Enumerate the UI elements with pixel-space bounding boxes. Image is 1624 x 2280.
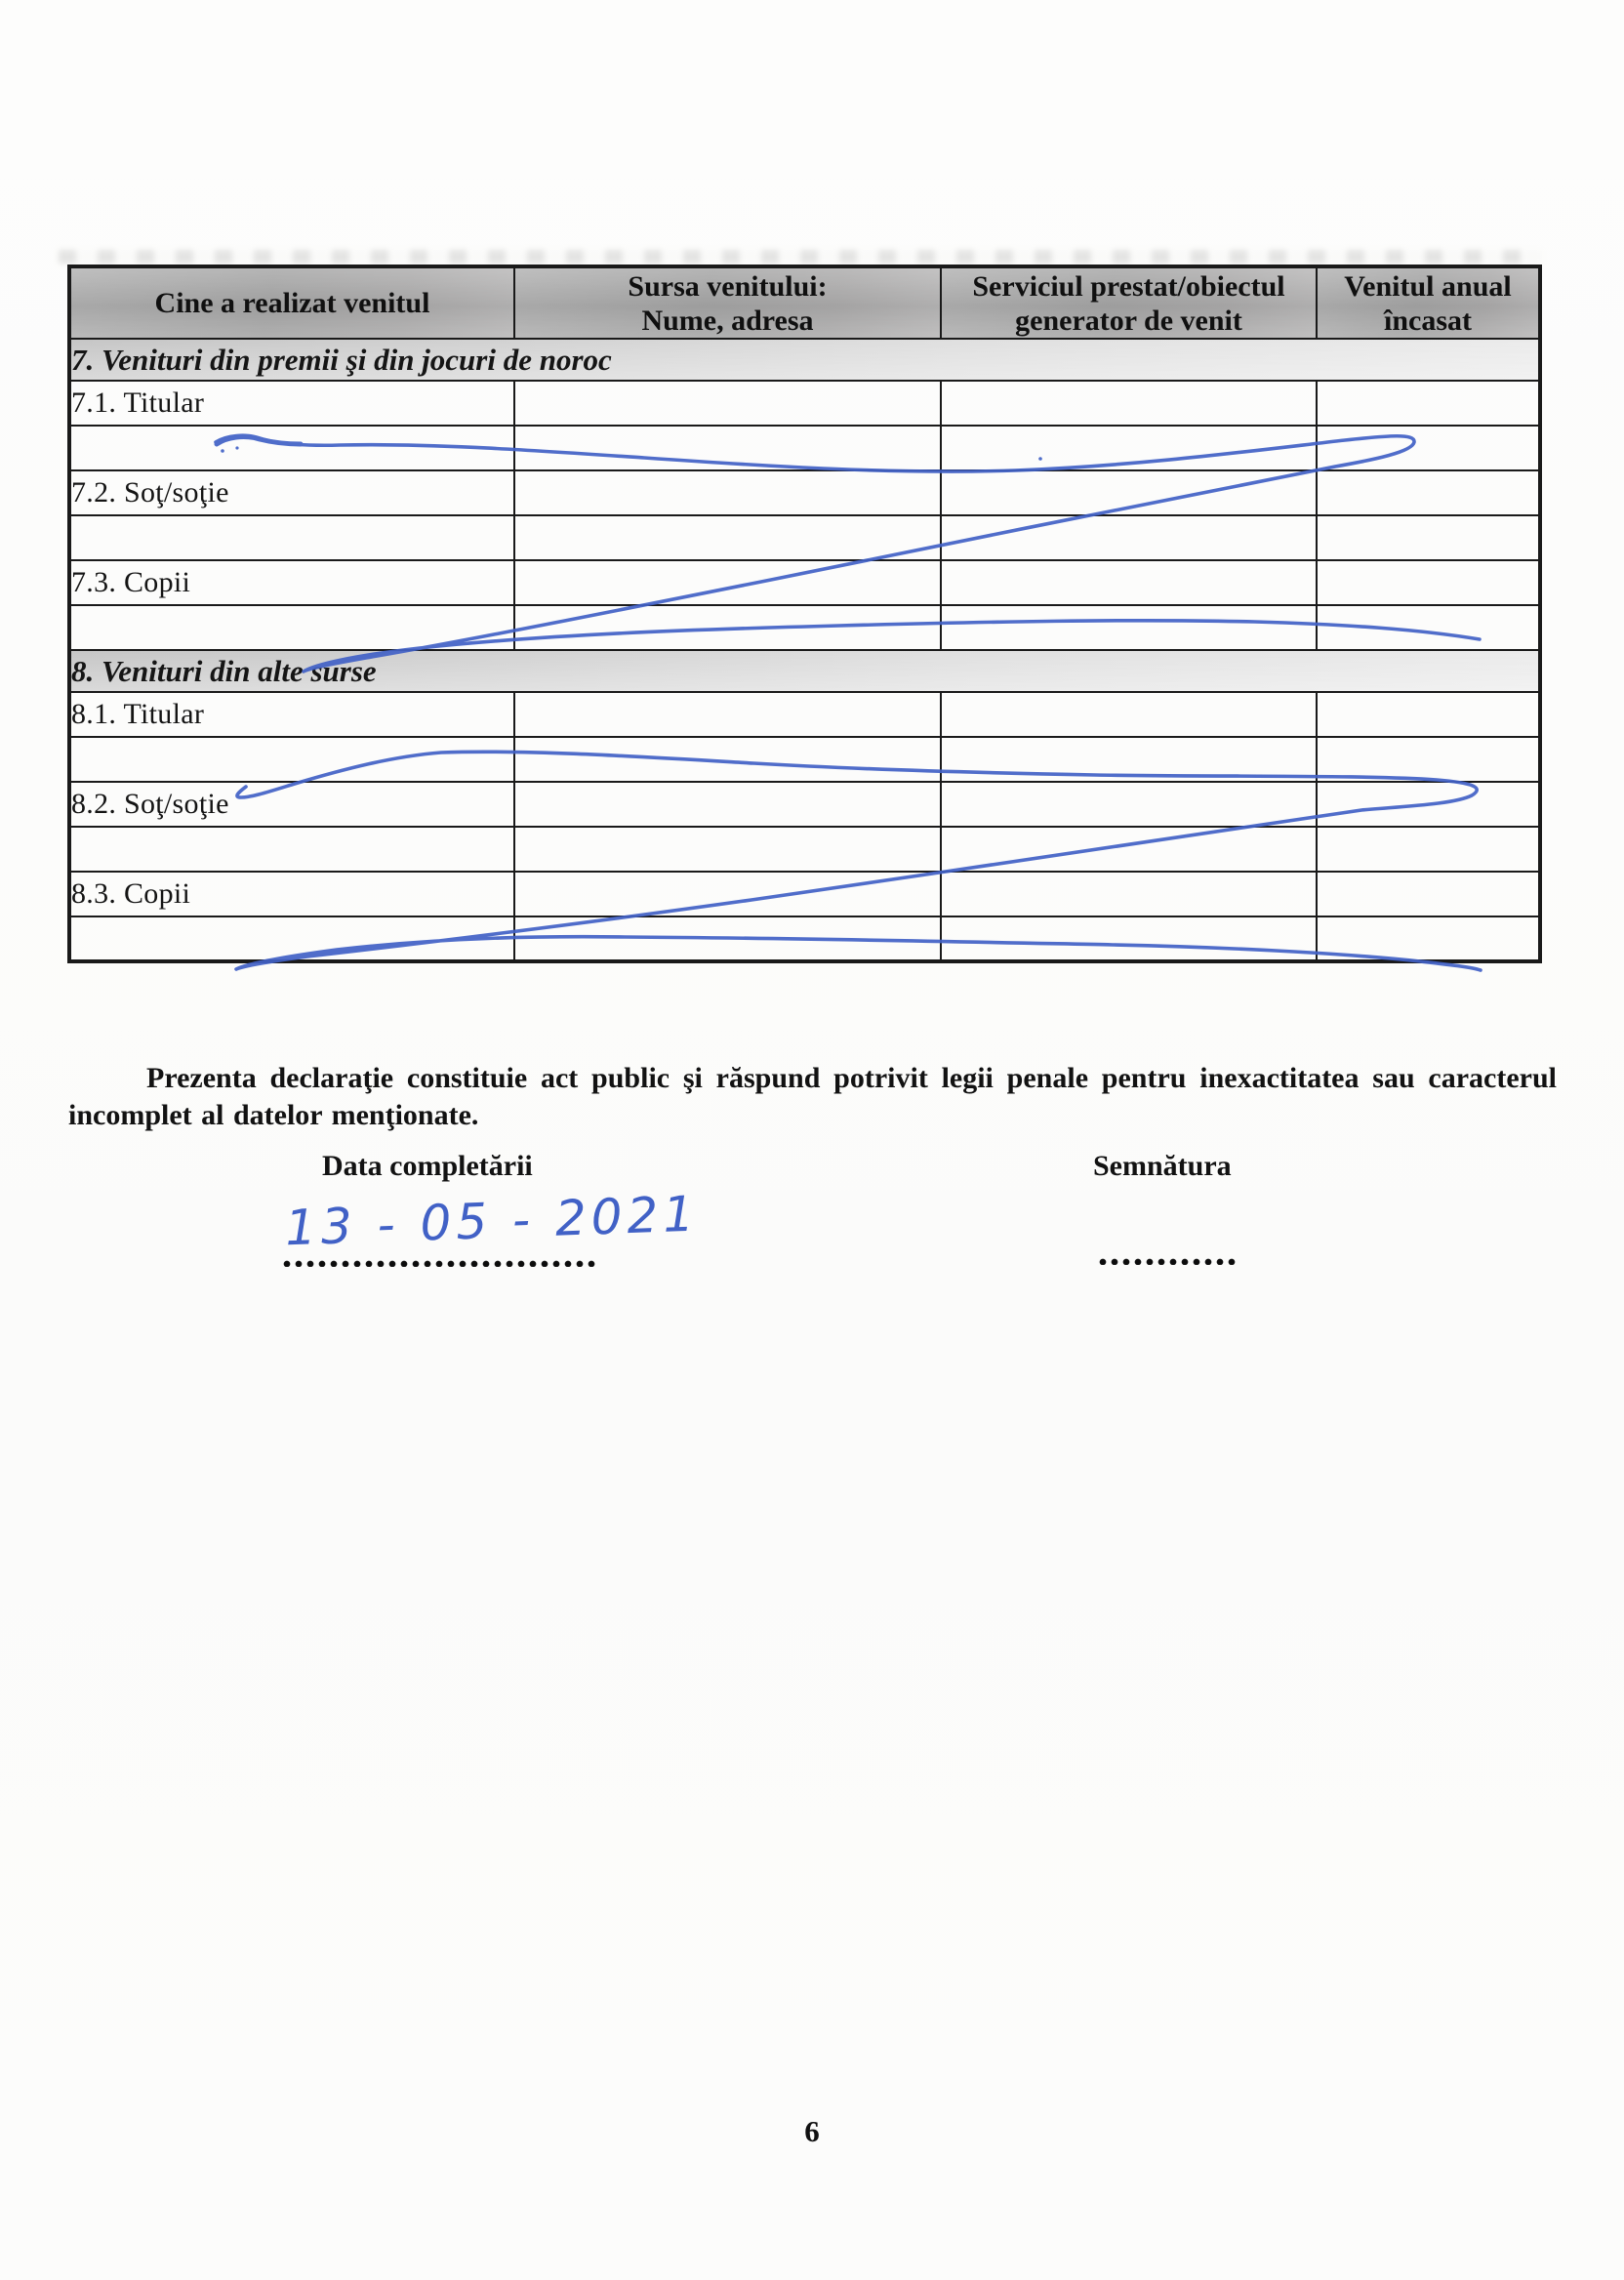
section-8-title: 8. Venituri din alte surse: [69, 650, 1540, 692]
header-title: Sursa venitului:: [628, 269, 828, 303]
empty-cell: [1317, 470, 1540, 515]
signature-dotted-line: [1097, 1255, 1236, 1265]
row-label: 8.3. Copii: [69, 872, 514, 916]
empty-cell: [1317, 381, 1540, 426]
header-title: Serviciul prestat/obiectul: [972, 269, 1285, 303]
declaration-paragraph: Prezenta declaraţie constituie act public şi răspund potrivit legii penale pentru inexactitatea sau caracterul incomplet al datelor menţionate.: [68, 1062, 1557, 1131]
row-label: 7.1. Titular: [69, 381, 514, 426]
row-8-3-values: [69, 916, 1540, 961]
empty-cell: [1317, 515, 1540, 560]
row-label: 8.1. Titular: [69, 692, 514, 737]
row-8-3: [69, 872, 1540, 916]
empty-cell: [1317, 737, 1540, 782]
empty-cell: [941, 872, 1317, 916]
empty-cell: [514, 916, 941, 961]
row-8-2: [69, 782, 1540, 827]
row-8-1-values: [69, 737, 1540, 782]
empty-cell: [1317, 782, 1540, 827]
empty-cell: [514, 692, 941, 737]
row-7-3: [69, 560, 1540, 605]
empty-cell: [941, 692, 1317, 737]
section-7-header-row: [69, 339, 1540, 381]
row-7-3-values: [69, 605, 1540, 650]
header-cell-annual-income: [1317, 266, 1540, 339]
row-7-2: [69, 470, 1540, 515]
row-7-1-values: [69, 426, 1540, 470]
empty-cell: [514, 381, 941, 426]
empty-cell: [514, 605, 941, 650]
section-8-header-row: [69, 650, 1540, 692]
income-table-wrapper: [67, 265, 1542, 963]
row-label: 7.3. Copii: [69, 560, 514, 605]
row-8-1: [69, 692, 1540, 737]
empty-cell: [941, 782, 1317, 827]
empty-cell: [941, 737, 1317, 782]
empty-cell: [69, 827, 514, 872]
empty-cell: [69, 515, 514, 560]
empty-cell: [941, 605, 1317, 650]
date-completion-label: Data completării: [322, 1150, 533, 1182]
empty-cell: [69, 605, 514, 650]
empty-cell: [1317, 827, 1540, 872]
empty-cell: [69, 916, 514, 961]
header-title: Cine a realizat venitul: [154, 287, 430, 319]
row-label: 7.2. Soţ/soţie: [69, 470, 514, 515]
row-label: 8.2. Soţ/soţie: [69, 782, 514, 827]
signature-label: Semnătura: [1093, 1150, 1232, 1182]
empty-cell: [941, 381, 1317, 426]
empty-cell: [1317, 560, 1540, 605]
empty-cell: [1317, 872, 1540, 916]
header-cell-service: [941, 266, 1317, 339]
empty-cell: [941, 470, 1317, 515]
empty-cell: [514, 470, 941, 515]
header-subtitle: generator de venit: [1015, 304, 1242, 337]
header-title: Venitul anual: [1344, 269, 1512, 303]
row-7-1: [69, 381, 1540, 426]
row-7-2-values: [69, 515, 1540, 560]
header-subtitle: încasat: [1384, 304, 1472, 337]
table-header-row: [69, 266, 1540, 339]
empty-cell: [514, 560, 941, 605]
row-8-2-values: [69, 827, 1540, 872]
empty-cell: [1317, 916, 1540, 961]
empty-cell: [941, 827, 1317, 872]
header-cell-who: [69, 266, 514, 339]
empty-cell: [941, 916, 1317, 961]
header-subtitle: Nume, adresa: [641, 304, 814, 337]
scan-noise-strip: [59, 250, 1542, 264]
empty-cell: [514, 782, 941, 827]
empty-cell: [514, 872, 941, 916]
empty-cell: [1317, 692, 1540, 737]
empty-cell: [1317, 426, 1540, 470]
empty-cell: [941, 515, 1317, 560]
section-7-title: 7. Venituri din premii şi din jocuri de noroc: [69, 339, 1540, 381]
empty-cell: [514, 737, 941, 782]
handwritten-date: 13 - 05 - 2021: [284, 1185, 701, 1257]
empty-cell: [514, 426, 941, 470]
empty-cell: [69, 737, 514, 782]
empty-cell: [514, 515, 941, 560]
empty-cell: [1317, 605, 1540, 650]
empty-cell: [514, 827, 941, 872]
date-dotted-line: [281, 1257, 597, 1267]
empty-cell: [69, 426, 514, 470]
empty-cell: [941, 560, 1317, 605]
income-table: [67, 265, 1542, 963]
empty-cell: [941, 426, 1317, 470]
header-cell-source: [514, 266, 941, 339]
page-number: 6: [804, 2114, 820, 2148]
